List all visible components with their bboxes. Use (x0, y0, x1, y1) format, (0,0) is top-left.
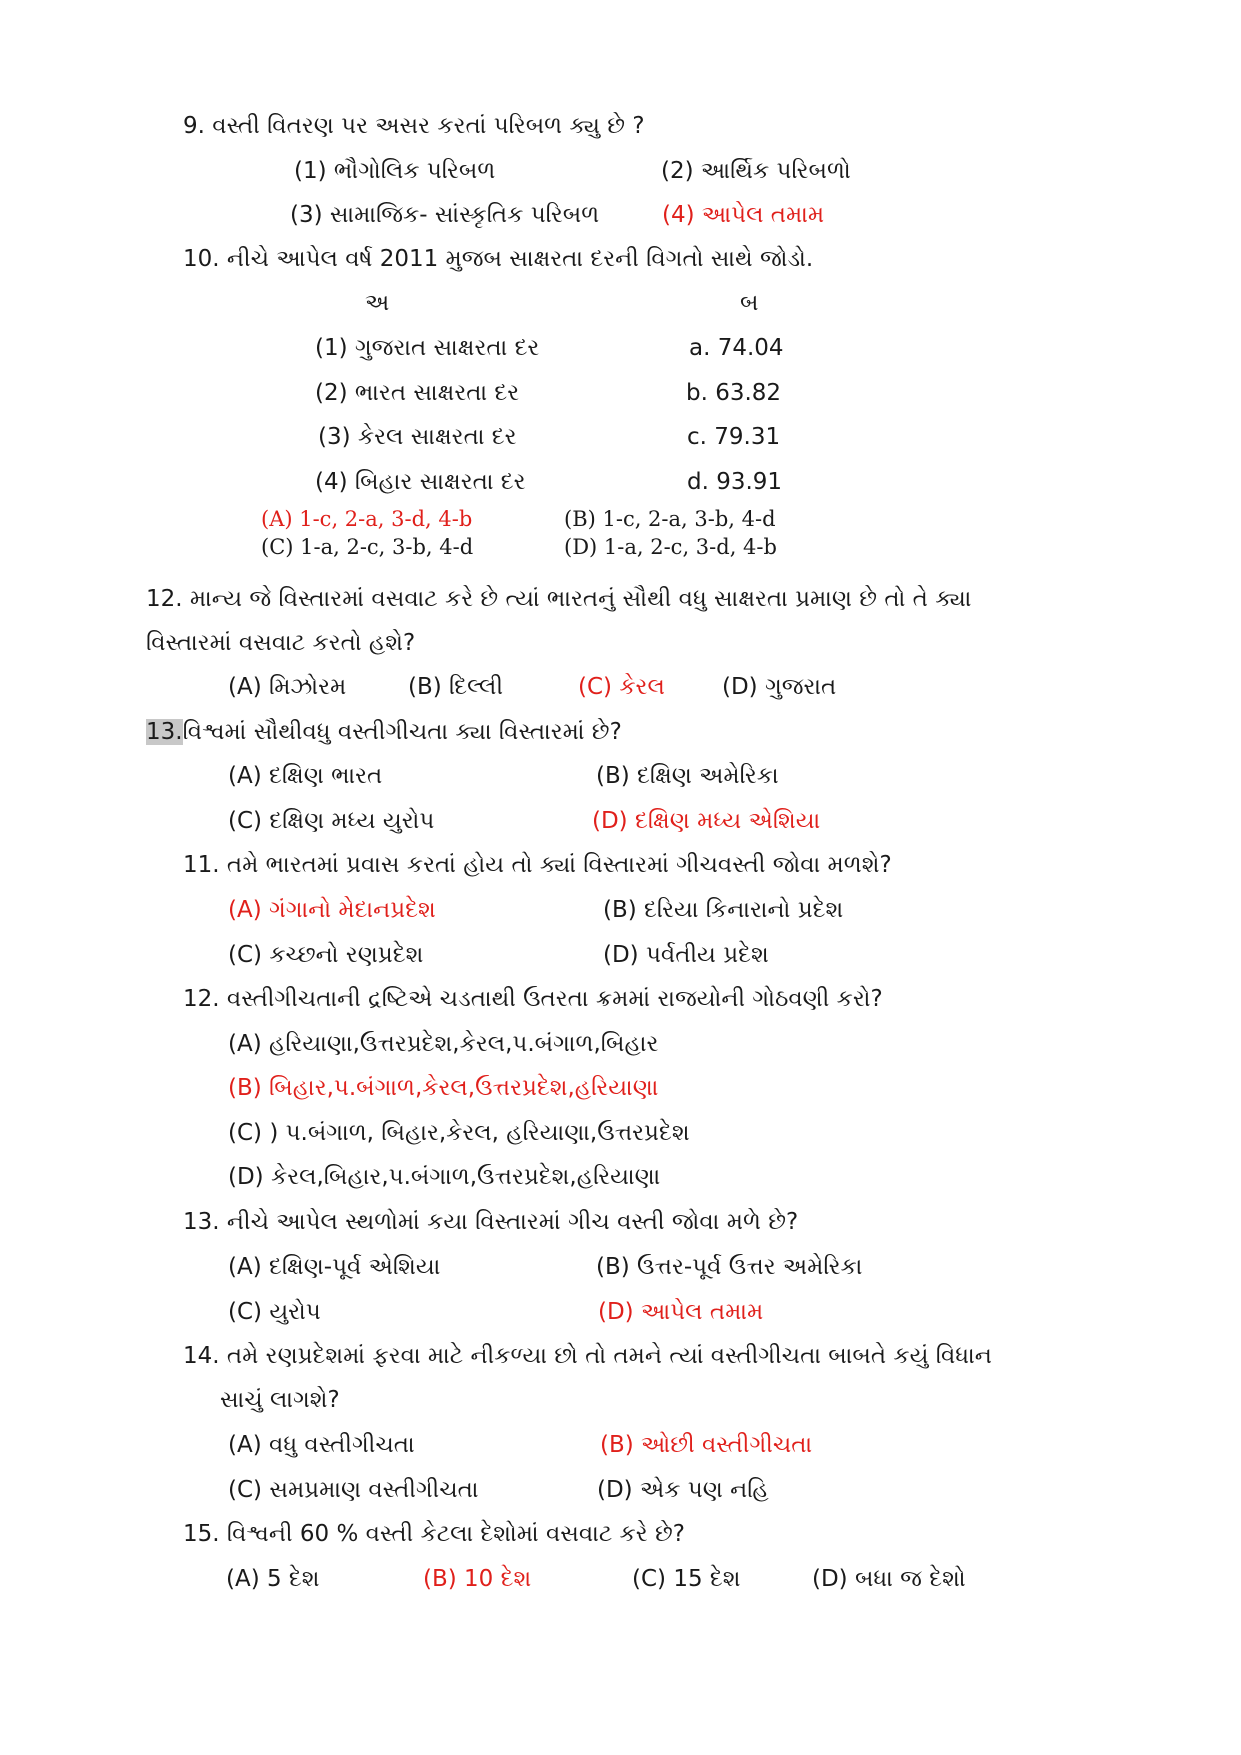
q10-option-a-answer: (A) 1-c, 2-a, 3-d, 4-b (261, 507, 473, 531)
q12b-question: 12. વસ્તીગીચતાની દ્રષ્ટિએ ચડતાથી ઉતરતા ક્રમમાં રાજયોની ગોઠવણી કરો? (183, 986, 883, 1012)
q11-option-b: (B) દરિયા કિનારાનો પ્રદેશ (603, 897, 844, 923)
q12b-option-a: (A) હરિયાણા,ઉત્તરપ્રદેશ,કેરલ,પ.બંગાળ,બિહાર (228, 1031, 659, 1057)
q10-right-item: c. 79.31 (687, 424, 781, 450)
q10-left-item: (4) બિહાર સાક્ષરતા દર (315, 469, 526, 495)
q12a-option-a: (A) મિઝોરમ (228, 674, 347, 700)
q13a-option-b: (B) દક્ષિણ અમેરિકા (596, 763, 779, 789)
q13b-option-b: (B) ઉત્તર-પૂર્વ ઉત્તર અમેરિકા (596, 1254, 863, 1280)
q15-option-c: (C) 15 દેશ (632, 1566, 741, 1592)
q13a-question-row (146, 717, 622, 747)
q12a-question-line2: વિસ્તારમાં વસવાટ કરતો હશે? (146, 630, 416, 656)
q15-question: 15. વિશ્વની 60 % વસ્તી કેટલા દેશોમાં વસવાટ કરે છે? (183, 1521, 685, 1547)
q13a-option-c: (C) દક્ષિણ મધ્ય યુરોપ (228, 808, 435, 834)
q10-right-item: b. 63.82 (686, 380, 782, 406)
q14-option-c: (C) સમપ્રમાણ વસ્તીગીચતા (228, 1477, 479, 1503)
q14-option-b-answer: (B) ઓછી વસ્તીગીચતા (600, 1432, 813, 1458)
q12b-option-c: (C) ) પ.બંગાળ, બિહાર,કેરલ, હરિયાણા,ઉત્તરપ્રદેશ (228, 1120, 690, 1146)
q9-option-2: (2) આર્થિક પરિબળો (661, 158, 851, 184)
q9-option-4-answer: (4) આપેલ તમામ (662, 202, 825, 228)
q9-option-1: (1) ભૌગોલિક પરિબળ (294, 158, 496, 184)
q13b-question: 13. નીચે આપેલ સ્થળોમાં કયા વિસ્તારમાં ગીચ વસ્તી જોવા મળે છે? (183, 1209, 799, 1235)
q15-option-a: (A) 5 દેશ (226, 1566, 320, 1592)
q10-column-b-header: બ (740, 290, 759, 316)
q14-option-a: (A) વધુ વસ્તીગીચતા (228, 1432, 415, 1458)
q9-question: 9. વસ્તી વિતરણ પર અસર કરતાં પરિબળ ક્યુ છે ? (183, 113, 645, 139)
q11-option-c: (C) કચ્છનો રણપ્રદેશ (228, 942, 424, 968)
q12a-option-b: (B) દિલ્લી (408, 674, 504, 700)
q13a-option-a: (A) દક્ષિણ ભારત (228, 763, 383, 789)
q10-right-item: a. 74.04 (689, 335, 784, 361)
q11-option-d: (D) પર્વતીય પ્રદેશ (603, 942, 769, 968)
q12b-option-b-answer: (B) બિહાર,પ.બંગાળ,કેરલ,ઉત્તરપ્રદેશ,હરિયાણા (228, 1075, 659, 1101)
q13b-option-c: (C) યુરોપ (228, 1299, 321, 1325)
q13a-number-highlight: 13. (146, 719, 183, 745)
q10-left-item: (1) ગુજરાત સાક્ષરતા દર (315, 335, 540, 361)
q10-column-a-header: અ (365, 290, 390, 316)
q10-question: 10. નીચે આપેલ વર્ષ 2011 મુજબ સાક્ષરતા દરની વિગતો સાથે જોડો. (183, 246, 814, 272)
q14-option-d: (D) એક પણ નહિ (597, 1477, 769, 1503)
q14-question-line2: સાચું લાગશે? (220, 1387, 340, 1413)
q15-option-d: (D) બધા જ દેશો (812, 1566, 966, 1592)
q9-option-3: (3) સામાજિક- સાંસ્કૃતિક પરિબળ (290, 202, 600, 228)
q14-question-line1: 14. તમે રણપ્રદેશમાં ફરવા માટે નીકળ્યા છો તો તમને ત્યાં વસ્તીગીચતા બાબતે કયું વિધાન (183, 1343, 992, 1369)
q10-option-d: (D) 1-a, 2-c, 3-d, 4-b (564, 535, 777, 559)
q13b-option-a: (A) દક્ષિણ-પૂર્વ એશિયા (228, 1254, 441, 1280)
q11-question: 11. તમે ભારતમાં પ્રવાસ કરતાં હોય તો ક્યાં વિસ્તારમાં ગીચવસ્તી જોવા મળશે? (183, 852, 892, 878)
q13b-option-d-answer: (D) આપેલ તમામ (598, 1299, 764, 1325)
q12b-option-d: (D) કેરલ,બિહાર,પ.બંગાળ,ઉત્તરપ્રદેશ,હરિયાણા (228, 1164, 661, 1190)
q10-option-c: (C) 1-a, 2-c, 3-b, 4-d (261, 535, 474, 559)
q11-option-a-answer: (A) ગંગાનો મેદાનપ્રદેશ (228, 897, 436, 923)
q12a-option-c-answer: (C) કેરલ (578, 674, 665, 700)
q12a-question-line1: 12. માન્ય જે વિસ્તારમાં વસવાટ કરે છે ત્યાં ભારતનું સૌથી વધુ સાક્ષરતા પ્રમાણ છે તો તે ક્યા (146, 586, 972, 612)
q10-option-b: (B) 1-c, 2-a, 3-b, 4-d (564, 507, 776, 531)
q10-right-item: d. 93.91 (687, 469, 783, 495)
q10-left-item: (3) કેરલ સાક્ષરતા દર (318, 424, 517, 450)
q13a-question: વિશ્વમાં સૌથીવધુ વસ્તીગીચતા ક્યા વિસ્તારમાં છે? (182, 719, 622, 745)
q13a-option-d-answer: (D) દક્ષિણ મધ્ય એશિયા (592, 808, 821, 834)
q12a-option-d: (D) ગુજરાત (722, 674, 837, 700)
q10-left-item: (2) ભારત સાક્ષરતા દર (315, 380, 520, 406)
q15-option-b-answer: (B) 10 દેશ (423, 1566, 532, 1592)
